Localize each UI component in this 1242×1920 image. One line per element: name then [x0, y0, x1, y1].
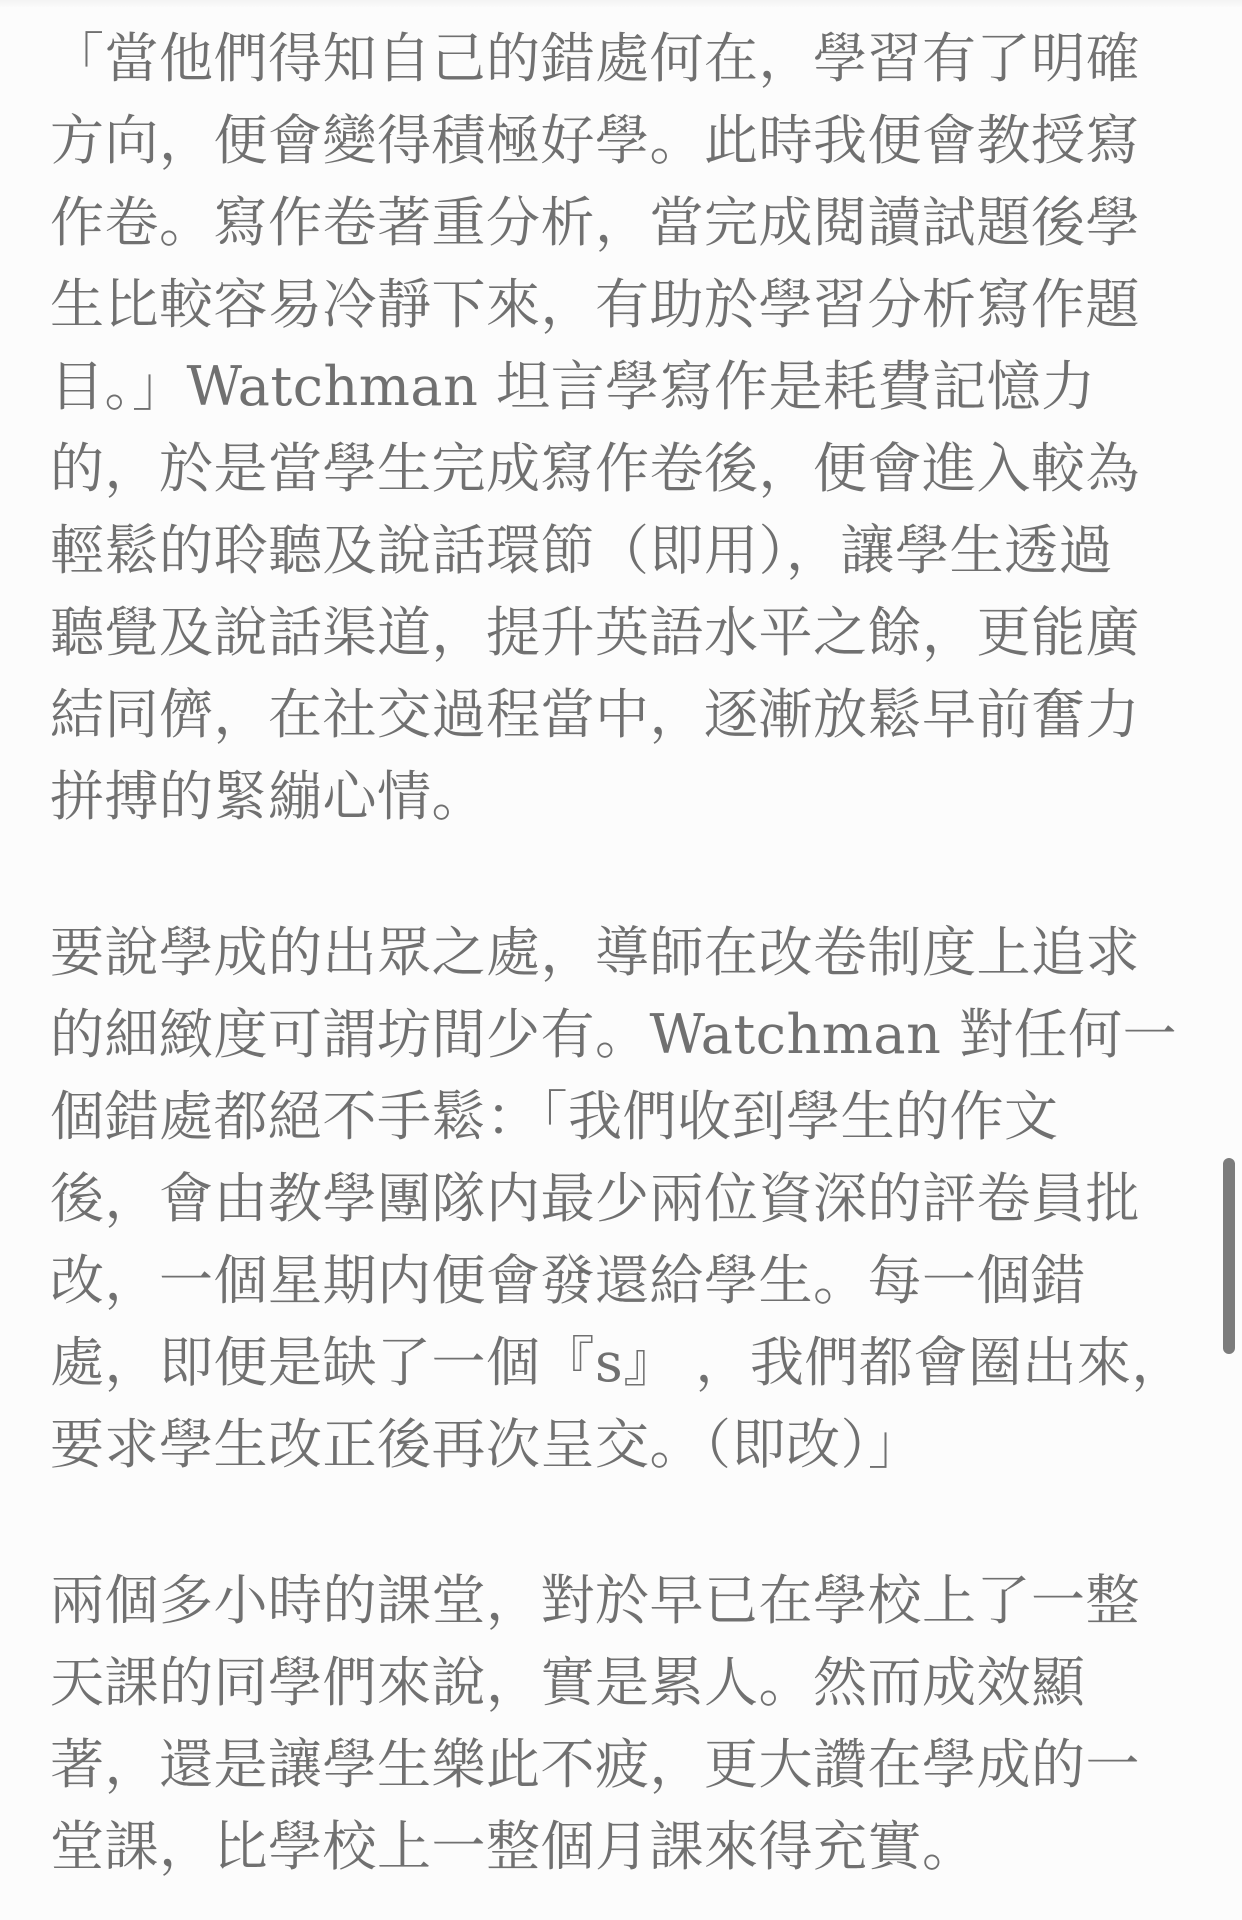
text-line: 個錯處都絕不手鬆：「我們收到學生的作文 — [50, 1085, 1059, 1148]
text-line: 天課的同學們來說，實是累人。然而成效顯 — [50, 1651, 1086, 1714]
text-line: 堂課，比學校上一整個月課來得充實。 — [50, 1815, 977, 1878]
paragraph-3 — [50, 1560, 1200, 1888]
text-line: 改，一個星期内便會發還給學生。每一個錯 — [50, 1249, 1086, 1312]
text-line: 的，於是當學生完成寫作卷後，便會進入較為 — [50, 437, 1140, 500]
text-line: 輕鬆的聆聽及說話環節（即用），讓學生透過 — [50, 519, 1113, 582]
text-line: 結同儕，在社交過程當中，逐漸放鬆早前奮力 — [50, 683, 1140, 746]
text-line: 的細緻度可謂坊間少有。Watchman 對任何一 — [50, 1003, 1178, 1066]
text-line: 「當他們得知自己的錯處何在，學習有了明確 — [50, 27, 1140, 90]
text-line: 處，即便是缺了一個『s』 ，我們都會圈出來， — [50, 1331, 1186, 1394]
text-line: 後，會由教學團隊内最少兩位資深的評卷員批 — [50, 1167, 1140, 1230]
text-line: 目。」Watchman 坦言學寫作是耗費記憶力 — [50, 355, 1096, 418]
text-line: 方向，便會變得積極好學。此時我便會教授寫 — [50, 109, 1140, 172]
article-body — [50, 18, 1200, 1888]
text-line: 作卷。寫作卷著重分析，當完成閱讀試題後學 — [50, 191, 1140, 254]
page-top-shadow — [0, 0, 1242, 8]
text-line: 要說學成的出眾之處，導師在改卷制度上追求 — [50, 921, 1140, 984]
paragraph-1 — [50, 18, 1200, 838]
text-line: 要求學生改正後再次呈交。（即改）」 — [50, 1413, 923, 1476]
scrollbar-thumb[interactable] — [1223, 1158, 1235, 1354]
text-line: 著，還是讓學生樂此不疲，更大讚在學成的一 — [50, 1733, 1140, 1796]
text-line: 聽覺及說話渠道，提升英語水平之餘，更能廣 — [50, 601, 1140, 664]
text-line: 生比較容易冷靜下來，有助於學習分析寫作題 — [50, 273, 1140, 336]
text-line: 拼搏的緊繃心情。 — [50, 765, 486, 828]
paragraph-2 — [50, 912, 1200, 1486]
text-line: 兩個多小時的課堂，對於早已在學校上了一整 — [50, 1569, 1140, 1632]
